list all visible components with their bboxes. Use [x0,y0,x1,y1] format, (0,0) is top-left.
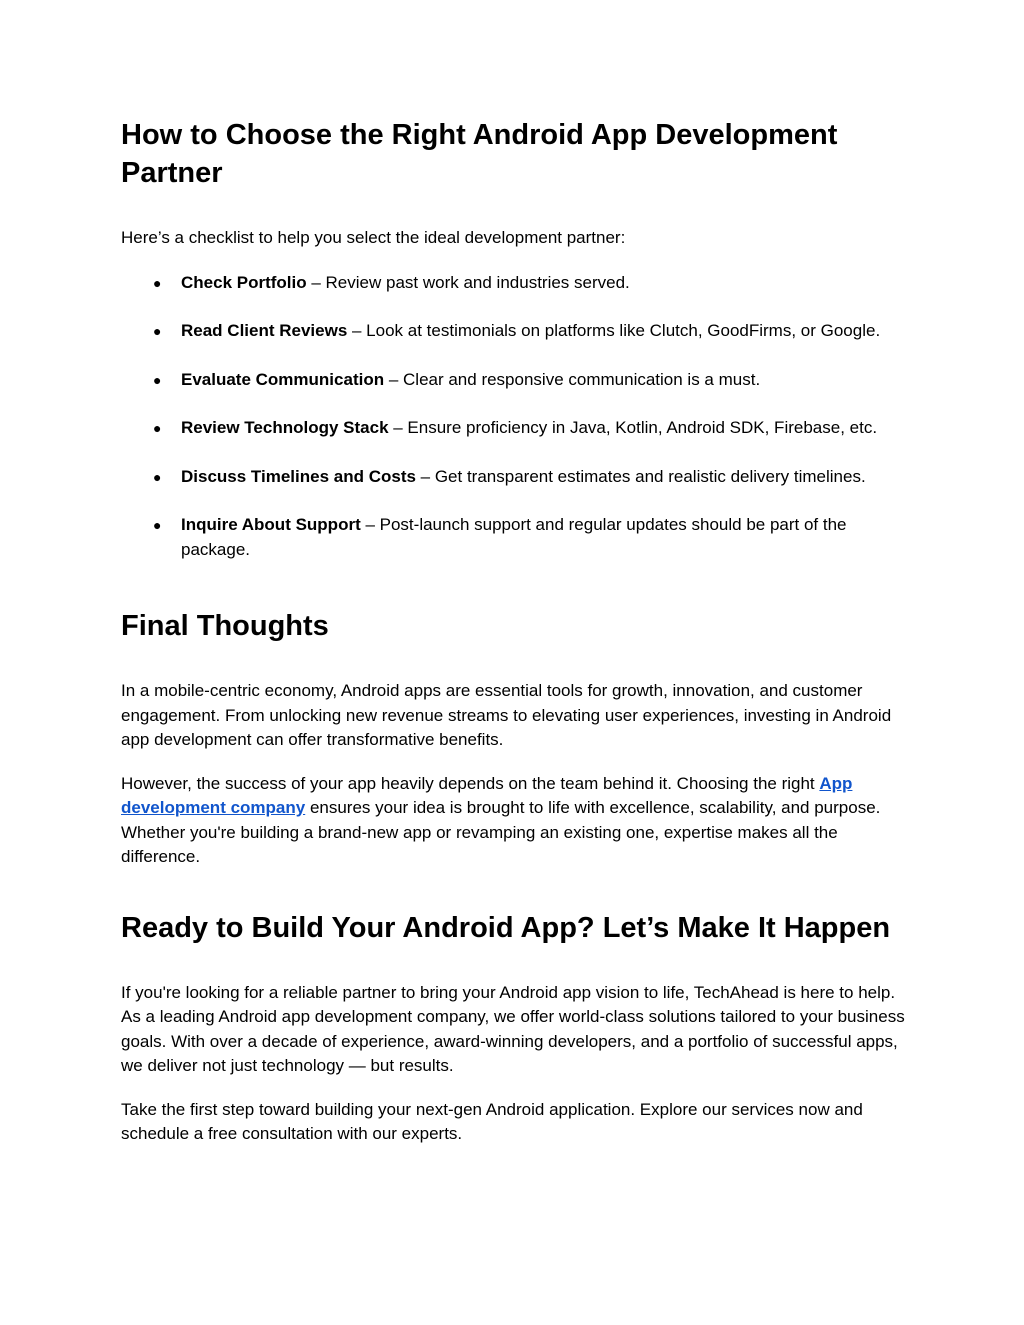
bullet-icon: ● [153,517,162,533]
list-item [121,513,911,562]
checklist-intro: Here’s a checklist to help you select the ideal development partner: [121,228,626,247]
checklist [121,271,911,563]
list-item [121,368,911,393]
ready-to-build-heading: Ready to Build Your Android App? Let’s Make It Happen [121,911,891,944]
ready-paragraph-2: Take the first step toward building your next-gen Android application. Explore our services now and schedule a free consultation with our experts. [121,1099,863,1143]
list-item-text: – Review past work and industries served. [306,272,630,292]
list-item-title: Evaluate Communication [181,369,385,389]
document-page [121,116,911,1147]
list-item-title: Review Technology Stack [181,418,389,437]
list-item-text: – Look at testimonials on platforms like Clutch, GoodFirms, or Google. [347,321,881,340]
final-thoughts-paragraph-1: In a mobile-centric economy, Android apps are essential tools for growth, innovation, and customer engagement. From unlocking new revenue streams to elevating user experiences, investing in Android app development can offer transformative benefits. [121,681,892,749]
list-item [121,465,911,490]
ready-paragraph-1: If you're looking for a reliable partner to bring your Android app vision to life, TechAhead is here to help. As a leading Android app development company, we offer world-class solutions tailored to your business goals. With over a decade of experience, award-winning developers, and a portfolio of successful apps, we deliver not just technology — but results. [121,982,905,1075]
paragraph-text: ensures your idea is brought to life with excellence, scalability, and purpose. Whether you're building a brand-new app or revamping an existing one, expertise makes all the difference. [121,798,881,866]
list-item-title: Read Client Reviews [181,321,348,340]
list-item-text: – Get transparent estimates and realistic delivery timelines. [415,466,866,486]
list-item-text: – Ensure proficiency in Java, Kotlin, Android SDK, Firebase, etc. [388,418,878,437]
final-thoughts-paragraph-2 [121,772,911,870]
list-item [121,271,911,296]
paragraph-text: However, the success of your app heavily depends on the team behind it. Choosing the right [121,773,820,793]
list-item-title: Discuss Timelines and Costs [181,466,416,486]
bullet-icon: ● [153,420,162,436]
list-item-text: – Clear and responsive communication is a must. [384,369,761,389]
list-item-title: Check Portfolio [181,272,307,292]
list-item [121,319,911,344]
bullet-icon: ● [153,323,162,339]
bullet-icon: ● [153,371,162,388]
final-thoughts-heading: Final Thoughts [121,610,329,642]
app-development-company-link[interactable]: App development company [121,773,853,817]
list-item-text: – Post-launch support and regular updates should be part of the package. [181,515,847,559]
list-item [121,416,911,441]
page-title: How to Choose the Right Android App Development Partner [121,119,838,189]
list-item-title: Inquire About Support [181,515,361,534]
bullet-icon: ● [153,274,162,291]
bullet-icon: ● [153,468,162,485]
